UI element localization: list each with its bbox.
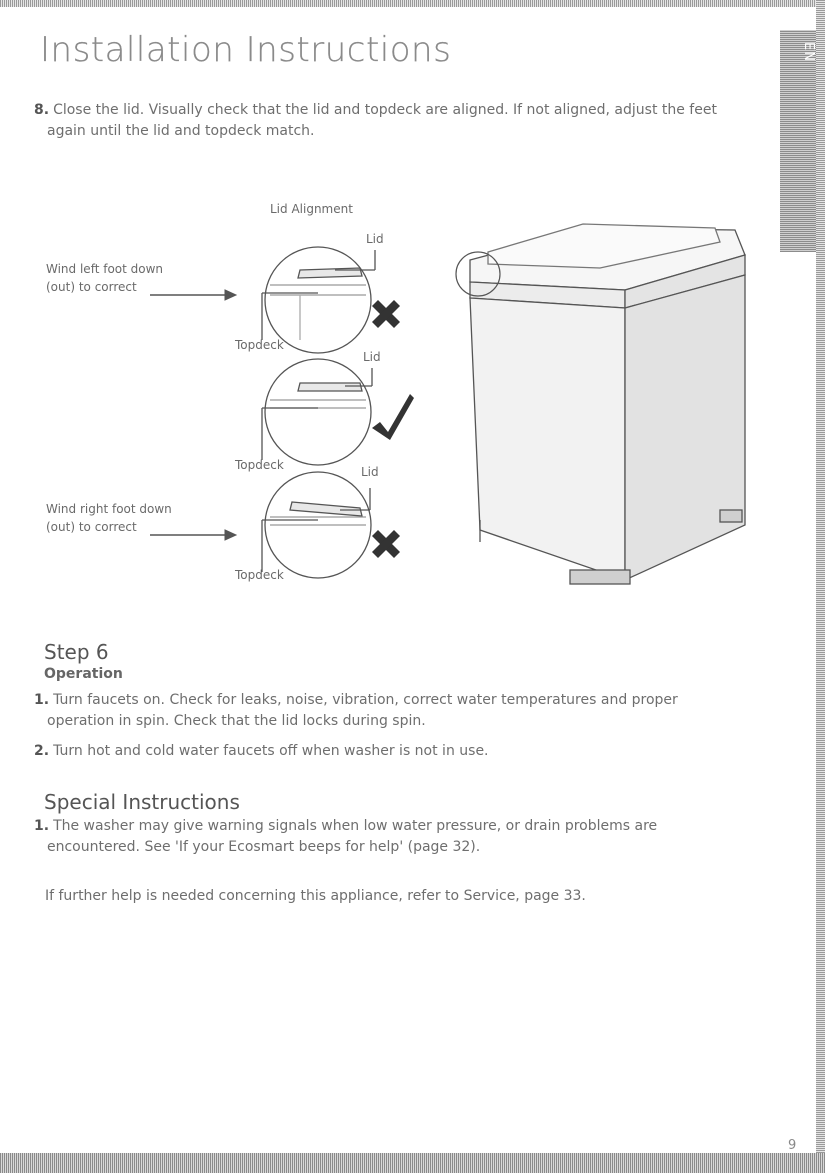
language-tab — [780, 30, 816, 252]
step-6-heading: Step 6 — [44, 640, 109, 664]
detail-circle-lid-high — [262, 247, 375, 353]
lid-label-1: Lid — [366, 232, 384, 246]
figure-title: Lid Alignment — [270, 202, 353, 216]
page-title: Installation Instructions — [40, 30, 452, 70]
operation-step-1-line-2: operation in spin. Check that the lid locks during spin. — [47, 713, 426, 729]
cross-icon — [372, 530, 400, 558]
bottom-border — [0, 1153, 825, 1173]
special-step-1-line-1: The washer may give warning signals when low water pressure, or drain problems are — [53, 818, 658, 834]
top-border — [0, 0, 825, 7]
special-step-1 — [34, 816, 657, 858]
step-8-line-2: again until the lid and topdeck match. — [47, 123, 315, 139]
checkmark-icon — [372, 394, 414, 440]
special-instructions-heading: Special Instructions — [44, 790, 240, 814]
language-tab-label: EN — [801, 42, 816, 62]
page-number: 9 — [788, 1138, 797, 1153]
right-border — [816, 0, 825, 1173]
arrow-icon — [150, 530, 236, 540]
lid-label-3: Lid — [361, 465, 379, 479]
operation-step-1 — [34, 690, 678, 732]
service-note: If further help is needed concerning this appliance, refer to Service, page 33. — [45, 888, 586, 904]
step-8 — [34, 100, 717, 142]
topdeck-label-2: Topdeck — [235, 458, 284, 472]
operation-step-2 — [34, 741, 489, 762]
cross-icon — [372, 300, 400, 328]
step-8-line-1: Close the lid. Visually check that the lid and topdeck are aligned. If not aligned, adjust the feet — [53, 102, 717, 118]
detail-circle-lid-low — [262, 472, 371, 578]
step-8-number: 8. — [34, 102, 50, 118]
right-note-line-2: (out) to correct — [46, 520, 137, 534]
arrow-icon — [150, 290, 236, 300]
figure-drawing — [0, 190, 780, 610]
left-note-line-2: (out) to correct — [46, 280, 137, 294]
lid-alignment-figure — [0, 190, 780, 610]
washer-illustration — [456, 224, 745, 584]
right-note-line-1: Wind right foot down — [46, 502, 172, 516]
operation-heading: Operation — [44, 666, 123, 682]
operation-step-2-number: 2. — [34, 743, 50, 759]
topdeck-label-1: Topdeck — [235, 338, 284, 352]
special-step-1-number: 1. — [34, 818, 50, 834]
operation-step-2-line-1: Turn hot and cold water faucets off when washer is not in use. — [53, 743, 489, 759]
operation-step-1-number: 1. — [34, 692, 50, 708]
operation-step-1-line-1: Turn faucets on. Check for leaks, noise, vibration, correct water temperatures and proper — [53, 692, 678, 708]
topdeck-label-3: Topdeck — [235, 568, 284, 582]
lid-label-2: Lid — [363, 350, 381, 364]
detail-circle-aligned — [262, 359, 372, 465]
special-step-1-line-2: encountered. See 'If your Ecosmart beeps for help' (page 32). — [47, 839, 481, 855]
left-note-line-1: Wind left foot down — [46, 262, 164, 276]
